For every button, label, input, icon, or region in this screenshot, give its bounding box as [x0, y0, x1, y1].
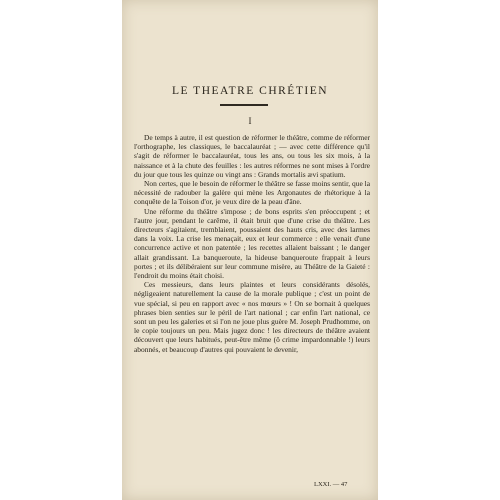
paragraph-2: Non certes, que le besoin de réformer le théâtre se fasse moins sentir, que la nécessité de radouber la galère qui mène les Argonautes de rhétorique à la conquête de la Toison d'or, je veux dire de la peau d'âne.: [134, 179, 370, 207]
paragraph-3: Une réforme du théâtre s'impose ; de bons esprits s'en préoccupent ; et l'autre jour, pendant le carême, il était bruit que d'une crise du théâtre. Les directeurs s'agitaient, tremblaient, poussaient des hauts cris, avec des larmes dans la voix. La crise les menaçait, eux et leur commerce : elle venait d'une concurrence active et non patentée ; les recettes allaient baissant ; le danger allait grandissant. La banqueroute, la hideuse banqueroute frappait à leurs portes ; et ils délibéraient sur leur commune misère, au Théâtre de la Gaieté : l'endroit du moins était choisi.: [134, 206, 370, 281]
paragraph-1: De temps à autre, il est question de réformer le théâtre, comme de réformer l'orthographe, les classiques, le baccalauréat ; — avec cette différence qu'il s'agit de réformer le baccalauréat, tous les ans, ou tous les six mois, à la naissance et à la chute des feuilles : les autres réformes ne sont mises à l'ordre du jour que tous les quinze ou vingt ans : Grands mortalis ævi spatium.: [134, 133, 370, 179]
title-rule: [220, 104, 268, 106]
book-page: [122, 0, 378, 500]
body-text: [134, 133, 370, 354]
section-number: I: [248, 116, 252, 126]
page-footer: LXXI. — 47: [314, 481, 348, 488]
chapter-title: LE THEATRE CHRÉTIEN: [171, 85, 329, 97]
paragraph-4: Ces messieurs, dans leurs plaintes et leurs considérants désolés, négligeaient naturellement la cause de la morale publique ; c'est un point de vue spécial, si peu en rapport avec « nos mœurs » ! On se bornait à quelques phrases bien senties sur le péril de l'art national ; car enfin l'art national, ce sont un peu les galeries et si l'on ne joue plus guère M. Joseph Prudhomme, on le copie toujours un peu. Mais jugez donc ! les directeurs de théâtre avaient découvert que leurs habitués, peut-être même (ô crime impardonnable !) leurs abonnés, et beaucoup d'autres qui pouvaient le devenir,: [134, 280, 370, 354]
